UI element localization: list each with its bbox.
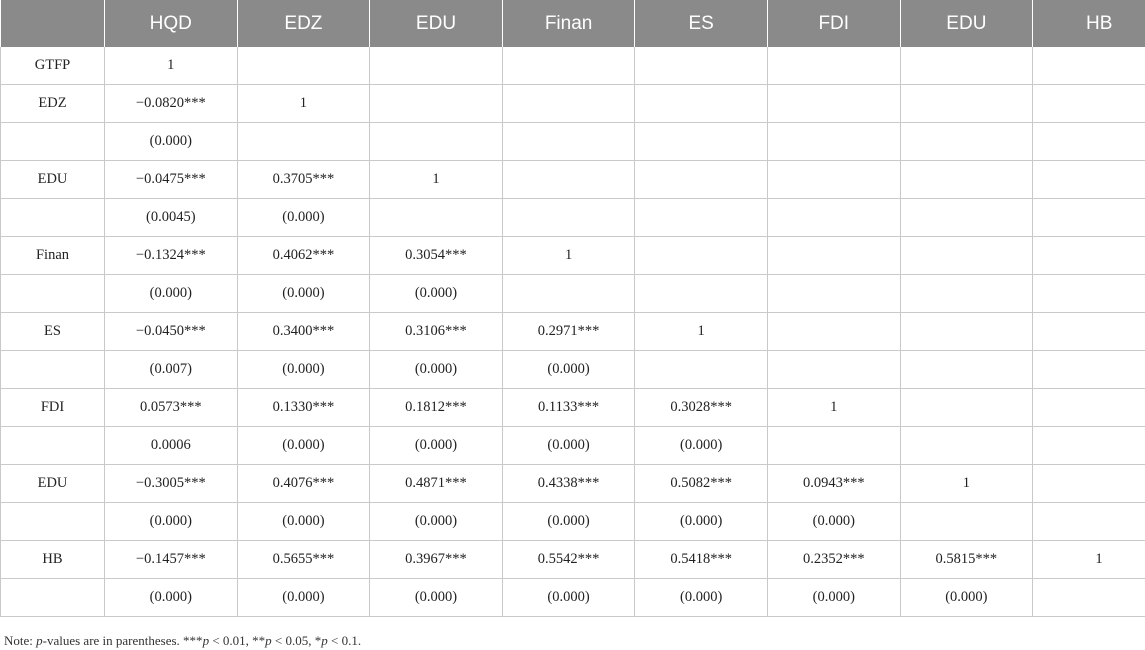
table-cell: (0.000)	[237, 503, 370, 541]
table-cell: 0.2971***	[502, 313, 635, 351]
table-cell: 0.0006	[105, 427, 238, 465]
table-cell: −0.0450***	[105, 313, 238, 351]
table-cell	[1033, 237, 1145, 275]
table-row	[1, 275, 1145, 313]
column-header: FDI	[767, 0, 900, 47]
table-cell	[900, 161, 1033, 199]
table-cell	[900, 199, 1033, 237]
table-cell	[767, 427, 900, 465]
row-label: Finan	[1, 237, 105, 275]
table-cell: (0.000)	[105, 503, 238, 541]
row-label: EDU	[1, 161, 105, 199]
table-cell: (0.0045)	[105, 199, 238, 237]
table-row	[1, 579, 1145, 617]
table-cell: 0.0573***	[105, 389, 238, 427]
table-cell	[767, 199, 900, 237]
table-cell	[370, 123, 503, 161]
table-cell: (0.000)	[502, 427, 635, 465]
table-cell	[1033, 85, 1145, 123]
table-cell	[900, 123, 1033, 161]
column-header: EDU	[900, 0, 1033, 47]
table-cell	[900, 237, 1033, 275]
table-cell	[900, 389, 1033, 427]
note-text: -values are in parentheses. ***	[42, 633, 203, 648]
table-cell	[1033, 313, 1145, 351]
table-cell	[370, 85, 503, 123]
table-cell: −0.0820***	[105, 85, 238, 123]
table-cell	[767, 313, 900, 351]
table-cell	[767, 275, 900, 313]
table-cell: 1	[502, 237, 635, 275]
column-header: EDZ	[237, 0, 370, 47]
table-cell: (0.000)	[370, 427, 503, 465]
table-cell	[1033, 389, 1145, 427]
table-cell: 0.4076***	[237, 465, 370, 503]
table-cell	[635, 85, 768, 123]
row-label: FDI	[1, 389, 105, 427]
table-cell	[635, 351, 768, 389]
table-row	[1, 351, 1145, 389]
table-cell: (0.000)	[370, 275, 503, 313]
column-header: ES	[635, 0, 768, 47]
table-cell: 1	[1033, 541, 1145, 579]
table-cell: (0.000)	[635, 427, 768, 465]
row-label: EDU	[1, 465, 105, 503]
row-label	[1, 579, 105, 617]
table-cell	[502, 123, 635, 161]
table-cell: 0.0943***	[767, 465, 900, 503]
table-cell: 0.4871***	[370, 465, 503, 503]
row-label	[1, 503, 105, 541]
table-cell: 0.5082***	[635, 465, 768, 503]
table-cell	[1033, 579, 1145, 617]
table-cell: 0.5542***	[502, 541, 635, 579]
table-cell: (0.000)	[237, 275, 370, 313]
table-cell: (0.000)	[502, 351, 635, 389]
table-cell: 0.3967***	[370, 541, 503, 579]
table-cell	[502, 275, 635, 313]
table-cell	[767, 351, 900, 389]
table-cell	[1033, 161, 1145, 199]
table-row	[1, 503, 1145, 541]
table-cell: (0.000)	[502, 503, 635, 541]
table-cell	[635, 47, 768, 85]
header-row	[1, 0, 1145, 47]
table-cell: (0.007)	[105, 351, 238, 389]
table-cell	[900, 275, 1033, 313]
table-cell: 0.3054***	[370, 237, 503, 275]
table-cell	[237, 47, 370, 85]
row-label: GTFP	[1, 47, 105, 85]
table-cell	[900, 351, 1033, 389]
table-row	[1, 237, 1145, 275]
table-cell	[900, 313, 1033, 351]
table-cell: (0.000)	[900, 579, 1033, 617]
table-cell: 0.4062***	[237, 237, 370, 275]
table-cell: (0.000)	[767, 503, 900, 541]
table-cell: 1	[635, 313, 768, 351]
column-header: EDU	[370, 0, 503, 47]
note-p-symbol: p	[321, 633, 328, 648]
table-cell: 0.5815***	[900, 541, 1033, 579]
table-cell: 1	[767, 389, 900, 427]
note-prefix: Note:	[4, 633, 37, 648]
table-cell: 1	[237, 85, 370, 123]
table-cell	[370, 47, 503, 85]
table-cell	[900, 85, 1033, 123]
row-label	[1, 123, 105, 161]
table-cell	[635, 237, 768, 275]
table-cell: (0.000)	[105, 275, 238, 313]
table-cell: (0.000)	[105, 123, 238, 161]
table-cell	[635, 275, 768, 313]
column-header: HB	[1033, 0, 1145, 47]
table-cell: (0.000)	[370, 503, 503, 541]
table-cell: 0.3106***	[370, 313, 503, 351]
table-cell: 1	[900, 465, 1033, 503]
table-cell	[1033, 275, 1145, 313]
table-cell: 1	[105, 47, 238, 85]
table-cell	[1033, 465, 1145, 503]
table-cell	[502, 199, 635, 237]
table-body	[1, 47, 1145, 617]
note-p-symbol: p	[265, 633, 272, 648]
table-cell: (0.000)	[635, 503, 768, 541]
table-cell	[767, 47, 900, 85]
table-row	[1, 427, 1145, 465]
table-cell	[1033, 47, 1145, 85]
row-label	[1, 275, 105, 313]
table-cell	[1033, 351, 1145, 389]
table-row	[1, 541, 1145, 579]
table-cell	[1033, 123, 1145, 161]
table-cell: 1	[370, 161, 503, 199]
table-cell: 0.3705***	[237, 161, 370, 199]
table-row	[1, 85, 1145, 123]
header-corner-cell	[1, 0, 105, 47]
table-cell	[900, 47, 1033, 85]
table-cell	[1033, 199, 1145, 237]
table-cell	[767, 123, 900, 161]
table-cell: (0.000)	[502, 579, 635, 617]
row-label: EDZ	[1, 85, 105, 123]
table-cell	[900, 503, 1033, 541]
table-cell: −0.1324***	[105, 237, 238, 275]
table-cell: 0.1133***	[502, 389, 635, 427]
row-label: ES	[1, 313, 105, 351]
table-cell	[900, 427, 1033, 465]
table-cell	[767, 85, 900, 123]
table-row	[1, 313, 1145, 351]
table-cell: (0.000)	[237, 427, 370, 465]
table-cell: (0.000)	[635, 579, 768, 617]
column-header: Finan	[502, 0, 635, 47]
table-cell	[1033, 503, 1145, 541]
note-p-symbol: p	[36, 633, 43, 648]
row-label	[1, 199, 105, 237]
table-header	[1, 0, 1145, 47]
table-cell: −0.1457***	[105, 541, 238, 579]
table-row	[1, 161, 1145, 199]
table-row	[1, 199, 1145, 237]
note-p-symbol: p	[202, 633, 210, 648]
row-label	[1, 351, 105, 389]
table-cell: (0.000)	[237, 579, 370, 617]
table-cell: 0.1330***	[237, 389, 370, 427]
table-cell	[502, 47, 635, 85]
table-row	[1, 47, 1145, 85]
table-cell: 0.3028***	[635, 389, 768, 427]
table-cell: 0.5418***	[635, 541, 768, 579]
table-cell	[635, 161, 768, 199]
table-cell: −0.0475***	[105, 161, 238, 199]
table-cell: (0.000)	[105, 579, 238, 617]
table-cell	[767, 161, 900, 199]
table-cell: −0.3005***	[105, 465, 238, 503]
table-cell	[635, 199, 768, 237]
table-note	[4, 633, 361, 649]
table-row	[1, 465, 1145, 503]
table-cell: 0.3400***	[237, 313, 370, 351]
row-label	[1, 427, 105, 465]
note-text: < 0.1.	[327, 633, 362, 648]
table-cell	[370, 199, 503, 237]
table-cell: (0.000)	[237, 199, 370, 237]
note-text: < 0.05, *	[271, 633, 322, 648]
table-cell: (0.000)	[370, 351, 503, 389]
table-cell: 0.5655***	[237, 541, 370, 579]
column-header: HQD	[105, 0, 238, 47]
table-cell	[635, 123, 768, 161]
table-cell	[237, 123, 370, 161]
table-cell: 0.4338***	[502, 465, 635, 503]
table-cell: (0.000)	[237, 351, 370, 389]
table-row	[1, 389, 1145, 427]
table-cell: (0.000)	[767, 579, 900, 617]
table-cell: (0.000)	[370, 579, 503, 617]
table-cell	[767, 237, 900, 275]
row-label: HB	[1, 541, 105, 579]
table-cell	[1033, 427, 1145, 465]
table-cell	[502, 85, 635, 123]
note-text: < 0.01, **	[209, 633, 266, 648]
table-row	[1, 123, 1145, 161]
table-cell	[502, 161, 635, 199]
table-cell: 0.1812***	[370, 389, 503, 427]
table-cell: 0.2352***	[767, 541, 900, 579]
